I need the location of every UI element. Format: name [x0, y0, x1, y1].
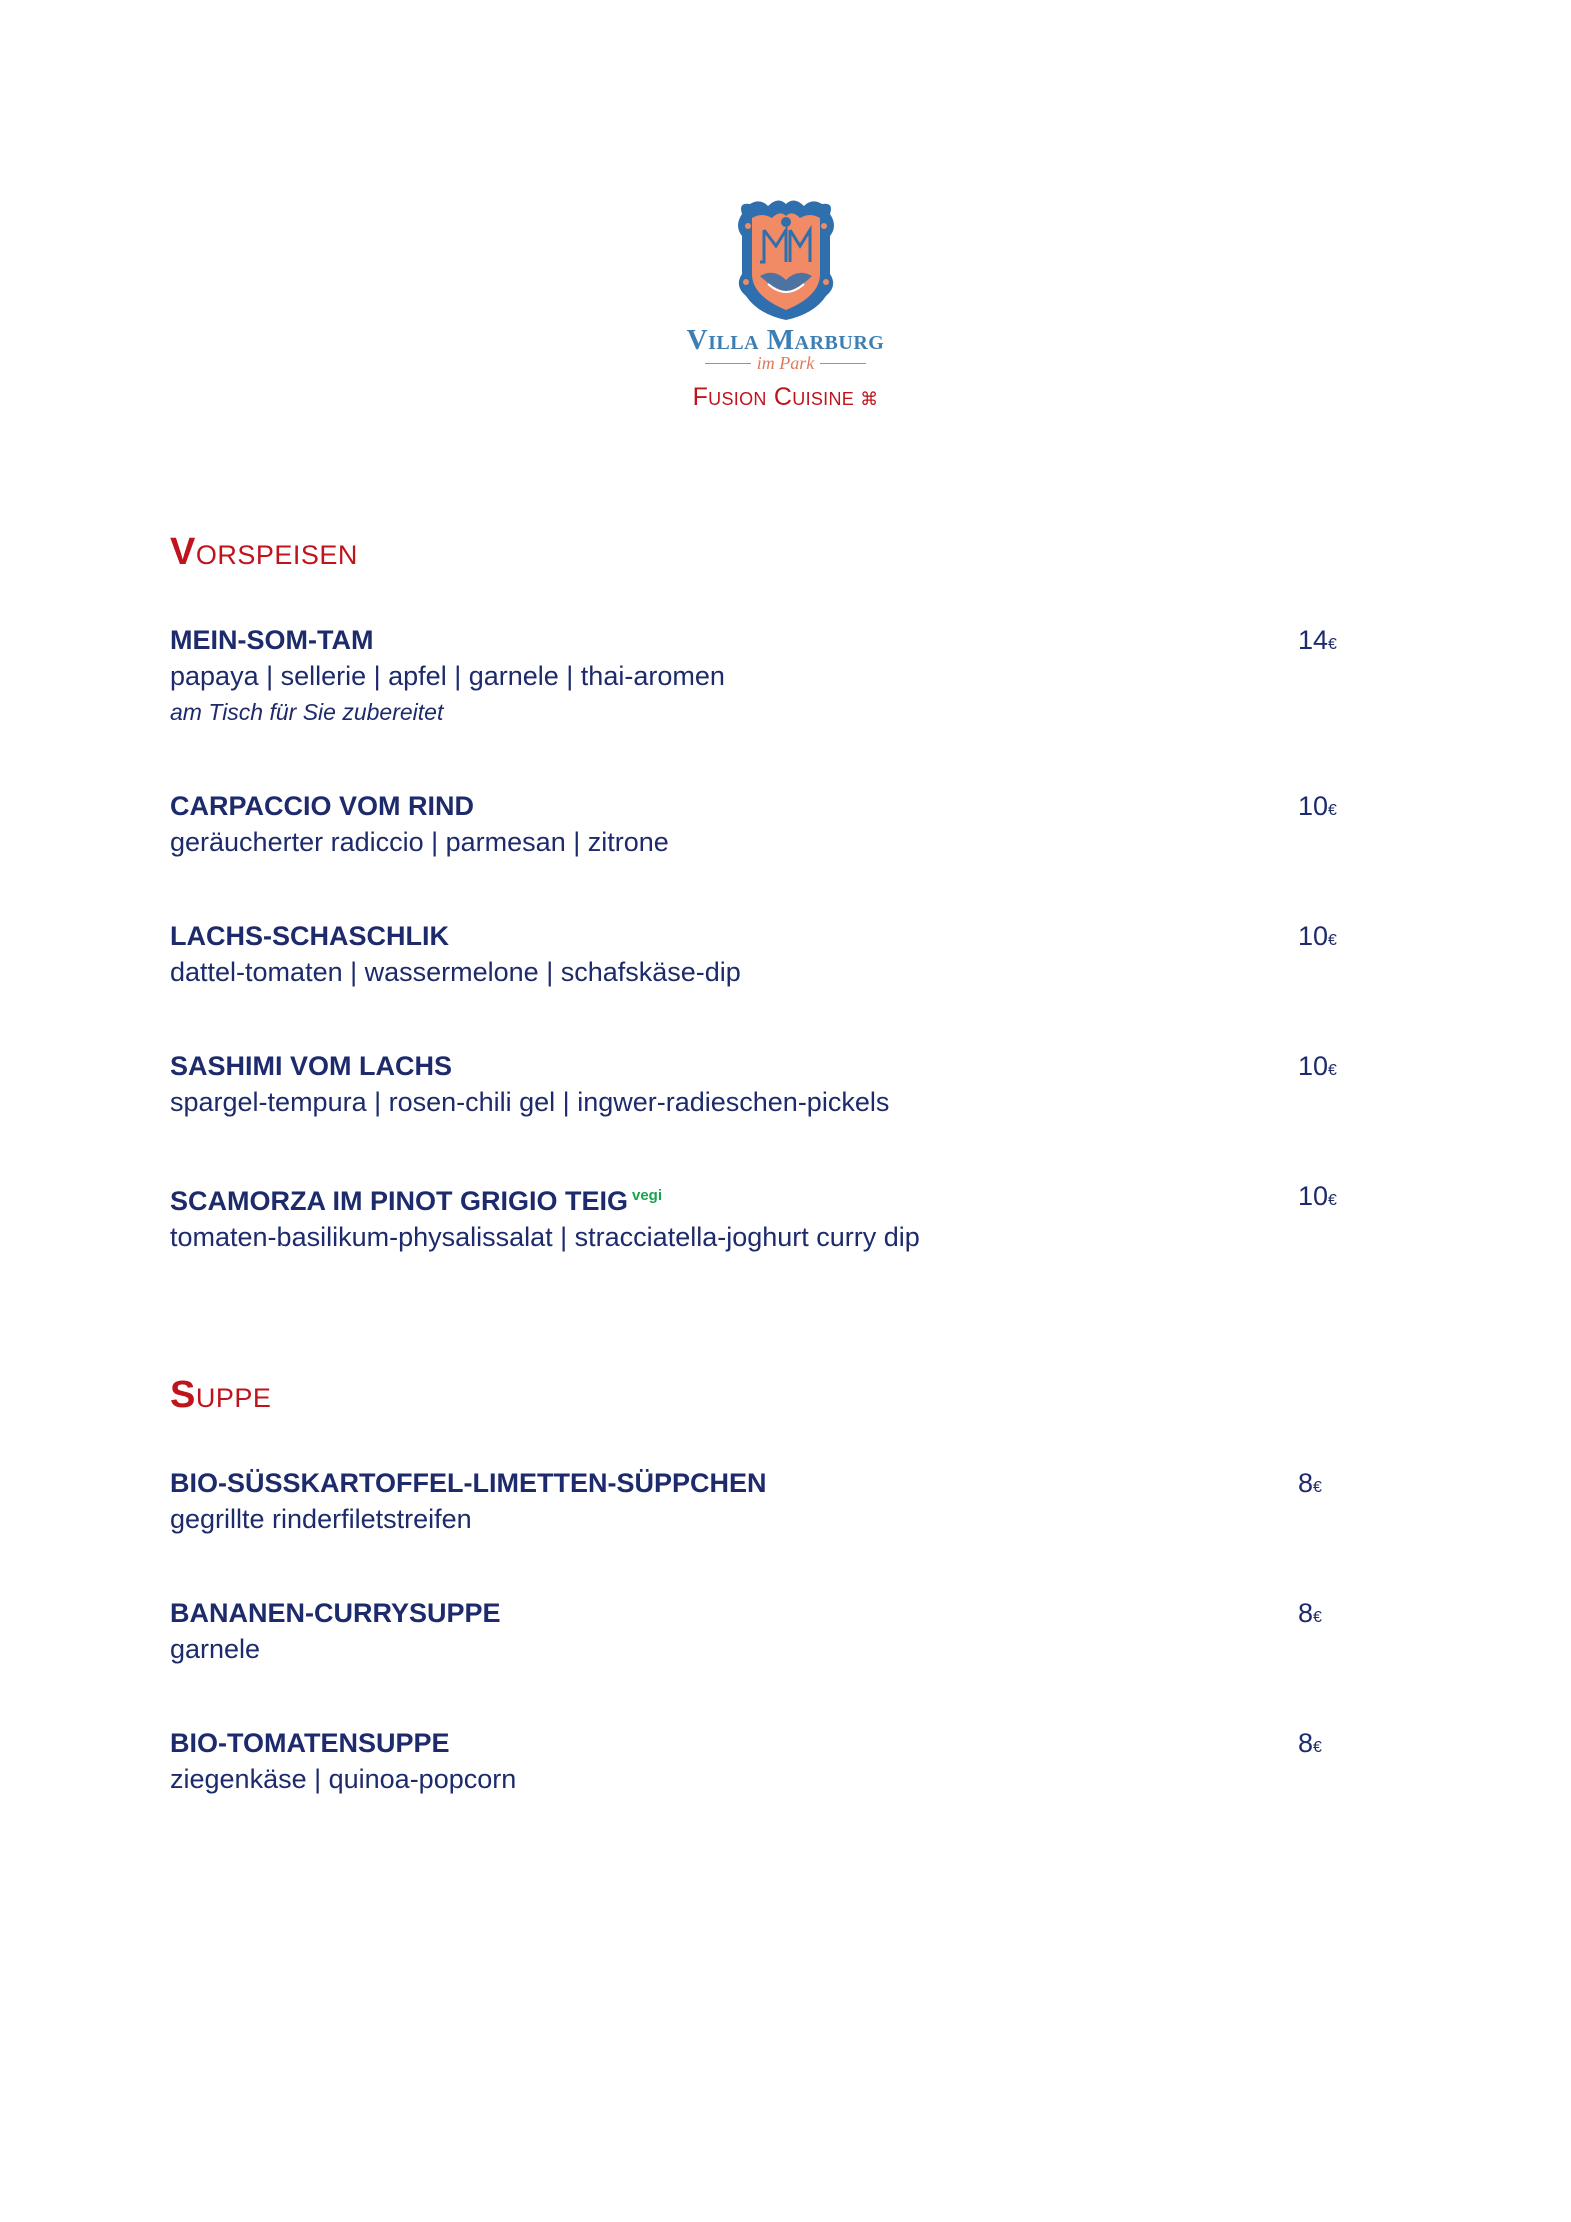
item-name: LACHS-SCHASCHLIK — [170, 921, 449, 951]
item-description: dattel-tomaten | wassermelone | schafskäse-dip — [170, 957, 741, 987]
item-price — [1298, 1048, 1337, 1089]
item-name-row — [170, 1178, 1350, 1219]
price-value: 14 — [1298, 625, 1329, 655]
price-value: 8 — [1298, 1598, 1314, 1628]
item-price — [1298, 1178, 1337, 1219]
brand-sub-line — [0, 354, 1571, 372]
item-name: MEIN-SOM-TAM — [170, 625, 374, 655]
item-price — [1298, 1595, 1322, 1636]
currency-symbol: € — [1328, 636, 1337, 653]
price-value: 10 — [1298, 791, 1329, 821]
currency-symbol: € — [1328, 802, 1337, 819]
item-description: papaya | sellerie | apfel | garnele | thai-aromen — [170, 661, 725, 691]
item-price — [1298, 622, 1337, 663]
section-vorspeisen — [170, 530, 1350, 1252]
item-description: ziegenkäse | quinoa-popcorn — [170, 1764, 517, 1794]
price-value: 8 — [1298, 1468, 1314, 1498]
currency-symbol: € — [1328, 932, 1337, 949]
menu-item — [170, 1048, 1350, 1121]
brand-name: Villa Marburg — [686, 324, 885, 356]
item-name: BANANEN-CURRYSUPPE — [170, 1598, 501, 1628]
section-title-vorspeisen: Vorspeisen — [170, 531, 358, 573]
currency-symbol: € — [1328, 1062, 1337, 1079]
menu-header — [0, 196, 1571, 415]
menu-item — [170, 788, 1350, 861]
price-value: 10 — [1298, 1181, 1329, 1211]
menu-item — [170, 1595, 1350, 1668]
item-description: tomaten-basilikum-physalissalat | stracciatella-joghurt curry dip — [170, 1222, 920, 1252]
command-symbol-icon: ⌘ — [860, 389, 879, 410]
item-name: BIO-SÜSSKARTOFFEL-LIMETTEN-SÜPPCHEN — [170, 1468, 767, 1498]
item-description: garnele — [170, 1634, 261, 1664]
currency-symbol: € — [1313, 1609, 1322, 1626]
menu-item — [170, 1725, 1350, 1798]
tagline — [0, 382, 1571, 415]
item-name: BIO-TOMATENSUPPE — [170, 1728, 450, 1758]
item-price — [1298, 1465, 1322, 1506]
item-note: am Tisch für Sie zubereitet — [170, 699, 444, 725]
item-description: gegrillte rinderfiletstreifen — [170, 1504, 472, 1534]
item-price — [1298, 1725, 1322, 1766]
currency-symbol: € — [1313, 1739, 1322, 1756]
tagline-text: Fusion Cuisine — [692, 383, 855, 411]
section-suppe — [170, 1373, 1350, 1794]
currency-symbol: € — [1328, 1192, 1337, 1209]
menu-item — [170, 622, 1350, 729]
brand-sub: im Park — [756, 353, 815, 373]
item-price — [1298, 788, 1337, 829]
divider — [820, 363, 866, 364]
price-value: 10 — [1298, 921, 1329, 951]
price-value: 10 — [1298, 1051, 1329, 1081]
price-value: 8 — [1298, 1728, 1314, 1758]
item-name: CARPACCIO VOM RIND — [170, 791, 475, 821]
menu-item — [170, 918, 1350, 991]
divider — [705, 363, 751, 364]
section-title-suppe: Suppe — [170, 1374, 272, 1416]
item-name: SASHIMI VOM LACHS — [170, 1051, 453, 1081]
menu-item — [170, 1178, 1350, 1256]
menu-item — [170, 1465, 1350, 1538]
vegi-badge: vegi — [632, 1187, 663, 1204]
item-description: spargel-tempura | rosen-chili gel | ingwer-radieschen-pickels — [170, 1087, 890, 1117]
currency-symbol: € — [1313, 1479, 1322, 1496]
item-description: geräucherter radiccio | parmesan | zitrone — [170, 827, 669, 857]
villa-crest-logo-icon — [734, 196, 838, 322]
item-name: SCAMORZA IM PINOT GRIGIO TEIG — [170, 1186, 628, 1216]
item-price — [1298, 918, 1337, 959]
